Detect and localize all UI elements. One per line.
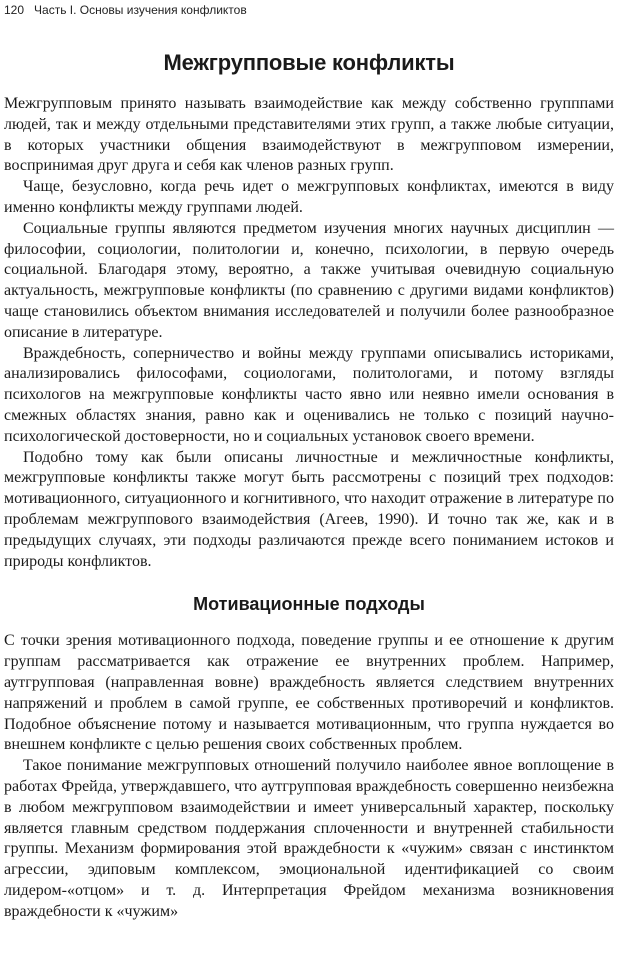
paragraph: Социальные группы являются предметом изучения многих научных дисциплин — философии, социологии, политологии и, конечно, психологии, в первую очередь социальной. Благодаря этому, вероятно, а также учитывая очевидную социальную актуальность, межгрупповые конфликты (по сравнению с другими видами конфликтов) чаще становились объектом внимания исследователей и получили более разнообразное описание в литературе.: [4, 219, 614, 341]
section-heading: Межгрупповые конфликты: [163, 50, 455, 75]
page-number: 120: [4, 3, 25, 17]
paragraph: Чаще, безусловно, когда речь идет о межгрупповых конфликтах, имеются в виду именно конфликты между группами людей.: [4, 178, 614, 216]
paragraph: Такое понимание межгрупповых отношений получило наиболее явное воплощение в работах Фрейда, утверждавшего, что аутгрупповая враждебность совершенно неизбежна в любом межгрупповом взаимодействии и имеет универсальный характер, поскольку является главным средством поддержания сплоченности и внутренней стабильности группы. Механизм формирования этой враждебности к «чужим» связан с инстинктом агрессии, эдиповым комплексом, эмоциональной идентификацией со своим лидером-«отцом» и т. д. Интерпретация Фрейдом механизма возникновения враждебности к «чужим»: [4, 757, 614, 920]
paragraph: Подобно тому как были описаны личностные и межличностные конфликты, межгрупповые конфликты также могут быть рассмотрены с позиций трех подходов: мотивационного, ситуационного и когнитивного, что находит отражение в литературе по проблемам межгруппового взаимодействия (Агеев, 1990). И точно так же, как и в предыдущих случаях, эти подходы различаются прежде всего пониманием истоков и природы конфликтов.: [4, 448, 614, 570]
running-head: [4, 0, 614, 20]
paragraph: Враждебность, соперничество и войны между группами описывались историками, анализировались философами, социологами, политологами, и потому взгляды психологов на межгрупповые конфликты часто явно или неявно имели основания в смежных областях знания, равно как и оценивались не только с позиций научно-психологической достоверности, но и социальных установок своего времени.: [4, 344, 614, 445]
paragraph: С точки зрения мотивационного подхода, поведение группы и ее отношение к другим группам рассматривается как отражение ее внутренних проблем. Например, аутгрупповая (направленная вовне) враждебность является следствием внутренних напряжений и проблем в самой группе, ее собственных противоречий и конфликтов. Подобное объяснение потому и называется мотивационным, что группа нуждается во внешнем конфликте с целью решения своих собственных проблем.: [4, 632, 614, 754]
subsection-heading: Мотивационные подходы: [193, 594, 425, 615]
section-intergroup-conflicts: [4, 50, 614, 572]
running-head-title: Часть I. Основы изучения конфликтов: [34, 3, 247, 17]
section-motivational-approaches: [4, 594, 614, 922]
paragraph: Межгрупповым принято называть взаимодействие как между собственно групппами людей, так и между отдельными представителями этих групп, а также любые ситуации, в которых участники общения взаимодействуют в межгрупповом измерении, воспринимая друг друга и себя как членов разных групп.: [4, 95, 614, 175]
